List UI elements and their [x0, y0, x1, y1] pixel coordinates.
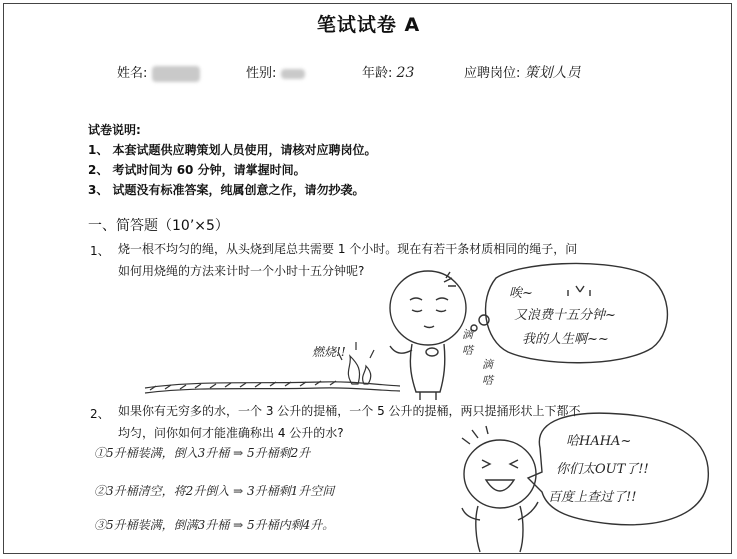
question-number: 2、 [90, 407, 110, 421]
bubble2-line: 哈HAHA~ [566, 434, 632, 449]
question-line: 如何用烧绳的方法来计时一个小时十五分钟呢? [118, 264, 365, 278]
rope-drawing [145, 381, 400, 393]
question-line: 均匀，问你如何才能准确称出 4 公升的水? [118, 426, 344, 440]
notes-item: 2、 考试时间为 60 分钟，请掌握时间。 [88, 163, 306, 177]
gender-label: 性别: [246, 66, 277, 81]
tick-text: 滴 [482, 358, 493, 371]
position-value: 策划人员 [524, 65, 581, 81]
name-label: 姓名: [117, 66, 148, 81]
notes-item: 3、 试题没有标准答案，纯属创意之作，请勿抄袭。 [88, 183, 365, 197]
notes-heading: 试卷说明: [88, 123, 141, 137]
answer-step-3: ③5升桶装满，倒满3升桶 ⇒ 5升桶内剩4升。 [94, 518, 335, 532]
bubble2-line: 百度上查过了!! [548, 490, 637, 505]
bubble1-line: 我的人生啊~~ [522, 332, 609, 347]
bubble1-line: 唉~ [509, 286, 533, 301]
tick-text: 滴 [462, 328, 473, 341]
tick-text: 嗒 [482, 374, 493, 387]
question-number: 1、 [90, 244, 110, 258]
bubble2-line: 你们太OUT了!! [556, 462, 649, 477]
question-line: 烧一根不均匀的绳，从头烧到尾总共需要 1 个小时。现在有若干条材质相同的绳子，问 [118, 242, 578, 256]
question-line: 如果你有无穷多的水，一个 3 公升的提桶，一个 5 公升的提桶，两只提捅形状上下都不 [118, 404, 581, 418]
bubble1-line: 又浪费十五分钟~ [514, 308, 616, 323]
position-label: 应聘岗位: [464, 66, 521, 81]
laughing-figure [462, 426, 538, 552]
answer-step-1: ①5升桶装满，倒入3升桶 ⇒ 5升桶剩2升 [94, 446, 311, 460]
fire-text: 燃烧!! [312, 345, 346, 359]
age-label: 年龄: [362, 66, 393, 81]
page-title: 笔试试卷 A [316, 14, 421, 36]
tick-text: 嗒 [462, 344, 473, 357]
answer-step-2: ②3升桶清空，将2升倒入 ⇒ 3升桶剩1升空间 [94, 484, 335, 498]
sighing-figure [390, 271, 466, 400]
notes-item: 1、 本套试题供应聘策划人员使用，请核对应聘岗位。 [88, 143, 377, 157]
age-value: 23 [396, 65, 415, 81]
section-title: 一、简答题（10’×5） [88, 218, 229, 234]
